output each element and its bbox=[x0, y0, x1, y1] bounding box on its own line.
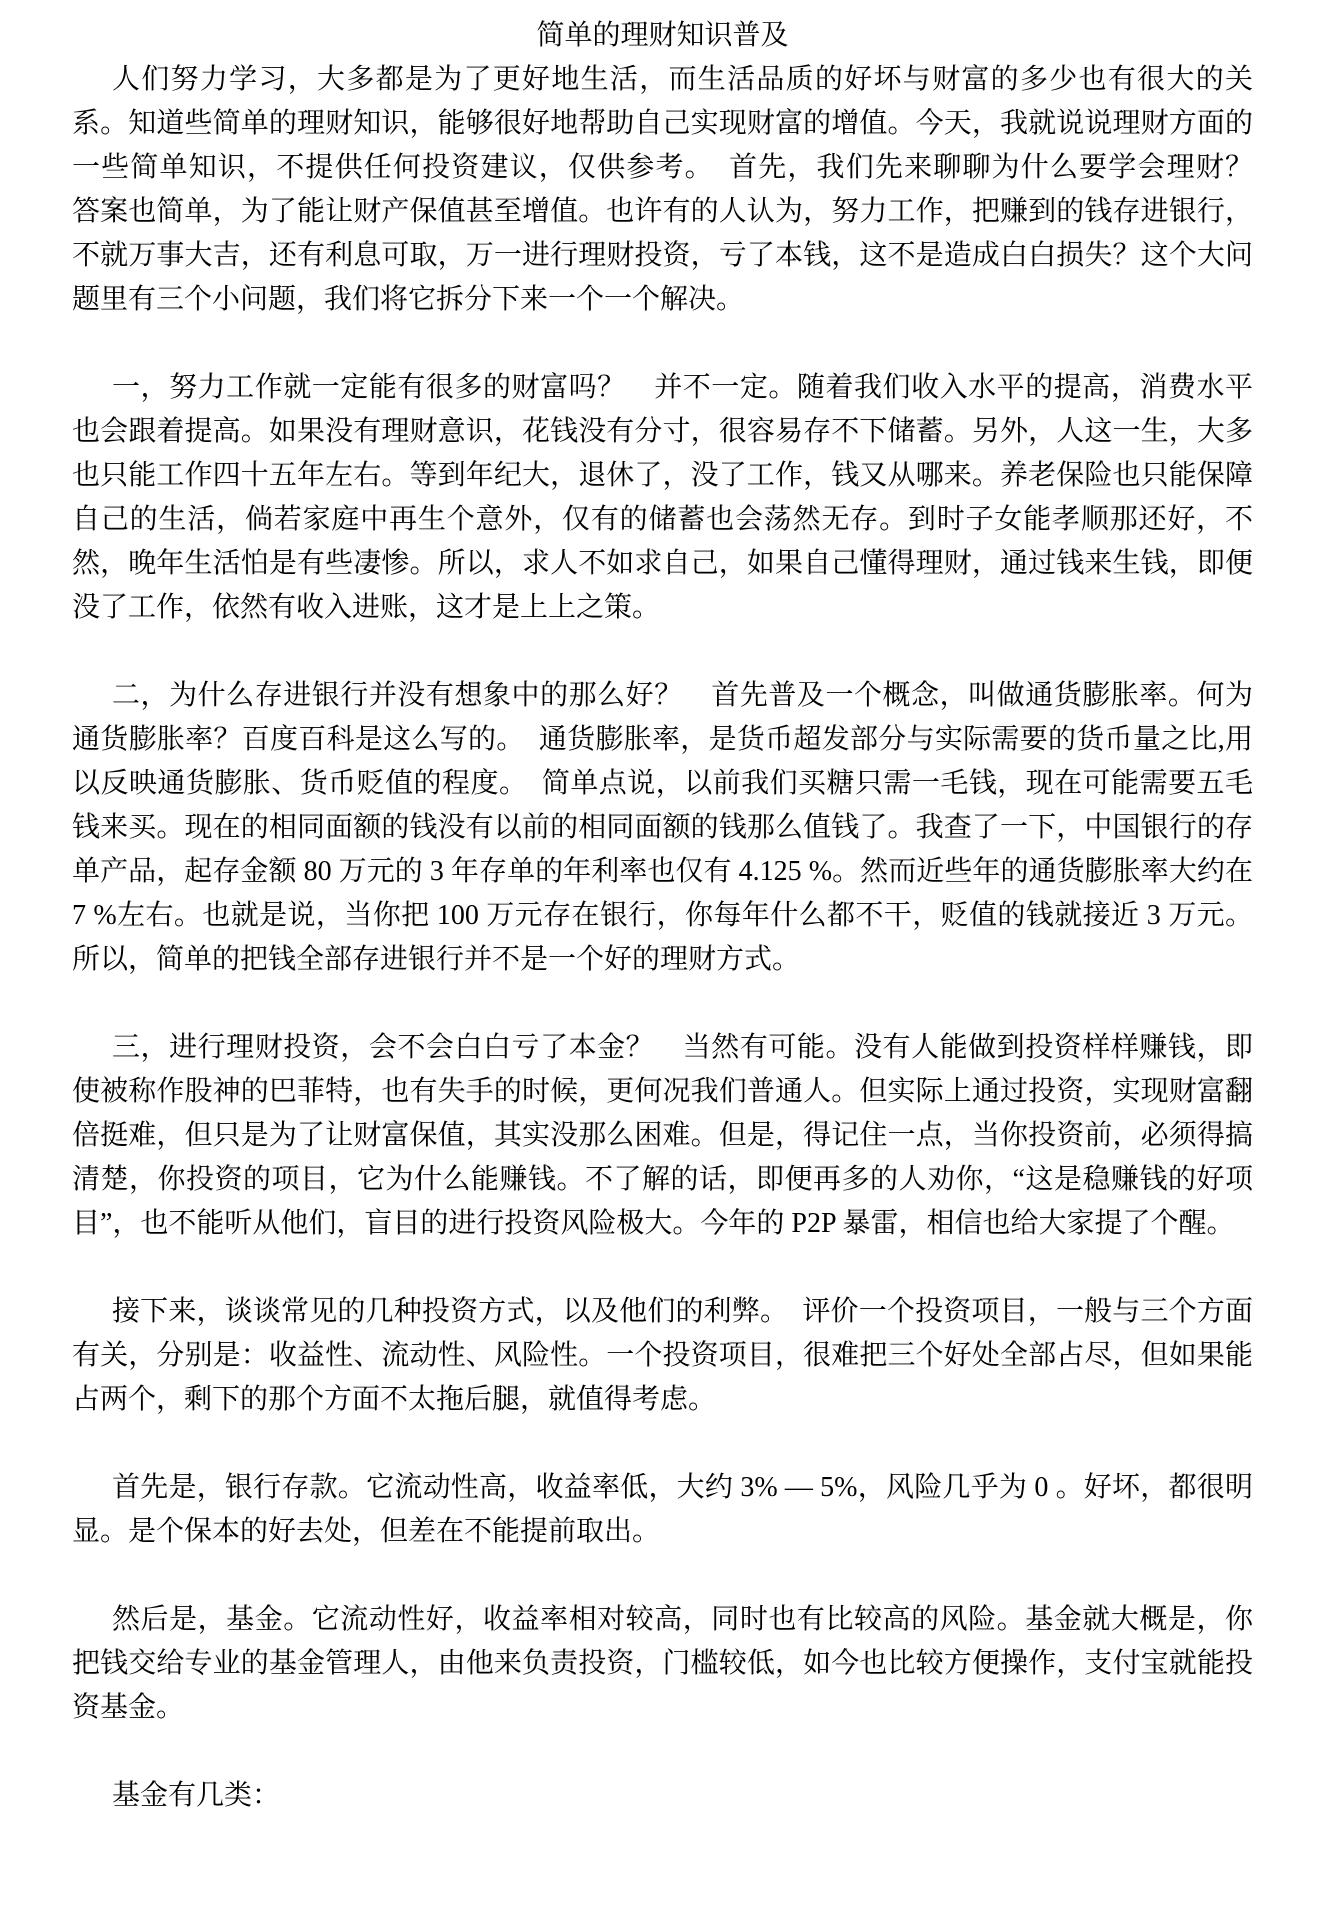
paragraph-question-3: 三，进行理财投资，会不会白白亏了本金？ 当然有可能。没有人能做到投资样样赚钱，即使被称作股神的巴菲特，也有失手的时候，更何况我们普通人。但实际上通过投资，实现财富翻倍挺难，但只是为了让财富保值，其实没那么困难。但是，得记住一点，当你投资前，必须得搞清楚，你投资的项目，它为什么能赚钱。不了解的话，即便再多的人劝你，“这是稳赚钱的好项目”，也不能听从他们，盲目的进行投资风险极大。今年的 P2P 暴雷，相信也给大家提了个醒。 bbox=[72, 1032, 1253, 1239]
paragraph-funds: 然后是，基金。它流动性好，收益率相对较高，同时也有比较高的风险。基金就大概是，你把钱交给专业的基金管理人，由他来负责投资，门槛较低，如今也比较方便操作，支付宝就能投资基金。 bbox=[72, 1604, 1253, 1723]
document-body bbox=[72, 58, 1282, 1818]
document-title: 简单的理财知识普及 bbox=[536, 20, 789, 51]
paragraph-criteria: 接下来，谈谈常见的几种投资方式，以及他们的利弊。 评价一个投资项目，一般与三个方面有关，分别是：收益性、流动性、风险性。一个投资项目，很难把三个好处全部占尽，但如果能占两个，剩下的那个方面不太拖后腿，就值得考虑。 bbox=[72, 1296, 1253, 1415]
paragraph-bank-deposit: 首先是，银行存款。它流动性高，收益率低，大约 3% — 5%，风险几乎为 0 。好坏，都很明显。是个保本的好去处，但差在不能提前取出。 bbox=[72, 1472, 1253, 1547]
paragraph-fund-types: 基金有几类： bbox=[112, 1780, 281, 1811]
paragraph-question-2: 二，为什么存进银行并没有想象中的那么好？ 首先普及一个概念，叫做通货膨胀率。何为通货膨胀率？百度百科是这么写的。 通货膨胀率，是货币超发部分与实际需要的货币量之比,用以反映通货膨胀、货币贬值的程度。 简单点说，以前我们买糖只需一毛钱，现在可能需要五毛钱来买。现在的相同面额的钱没有以前的相同面额的钱那么值钱了。我查了一下，中国银行的存单产品，起存金额 80 万元的 3 年存单的年利率也仅有 4.125 %。然而近些年的通货膨胀率大约在 7 %左右。也就是说，当你把 100 万元存在银行，你每年什么都不干，贬值的钱就接近 3 万元。所以，简单的把钱全部存进银行并不是一个好的理财方式。 bbox=[72, 680, 1253, 975]
paragraph-question-1: 一，努力工作就一定能有很多的财富吗？ 并不一定。随着我们收入水平的提高，消费水平也会跟着提高。如果没有理财意识，花钱没有分寸，很容易存不下储蓄。另外，人这一生，大多也只能工作四十五年左右。等到年纪大，退休了，没了工作，钱又从哪来。养老保险也只能保障自己的生活，倘若家庭中再生个意外，仅有的储蓄也会荡然无存。到时子女能孝顺那还好，不然，晚年生活怕是有些凄惨。所以，求人不如求自己，如果自己懂得理财，通过钱来生钱，即便没了工作，依然有收入进账，这才是上上之策。 bbox=[72, 372, 1253, 623]
paragraph-intro: 人们努力学习，大多都是为了更好地生活，而生活品质的好坏与财富的多少也有很大的关系。知道些简单的理财知识，能够很好地帮助自己实现财富的增值。今天，我就说说理财方面的一些简单知识，不提供任何投资建议，仅供参考。 首先，我们先来聊聊为什么要学会理财？ 答案也简单，为了能让财产保值甚至增值。也许有的人认为，努力工作，把赚到的钱存进银行，不就万事大吉，还有利息可取，万一进行理财投资，亏了本钱，这不是造成白白损失？这个大问题里有三个小问题，我们将它拆分下来一个一个解决。 bbox=[72, 64, 1282, 315]
